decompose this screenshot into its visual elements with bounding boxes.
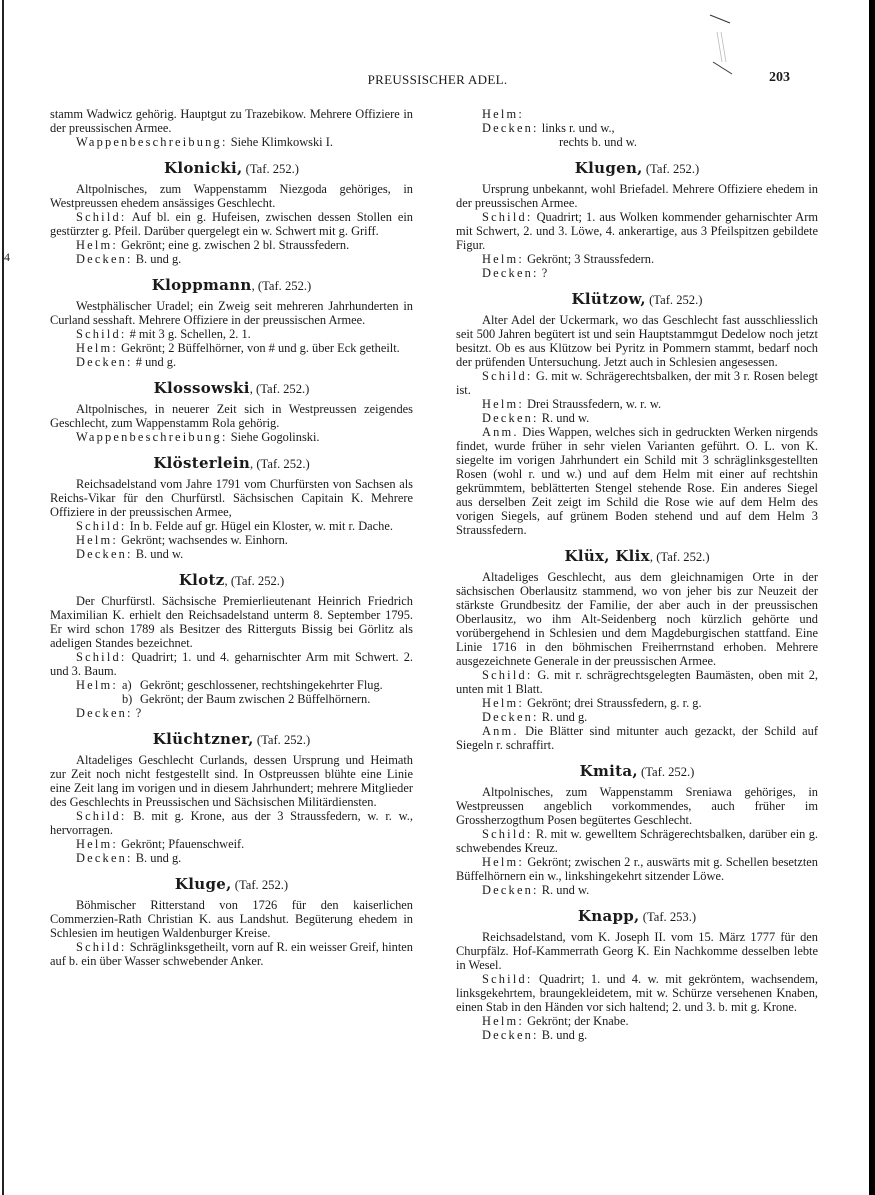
entry-description: Reichsadelstand vom Jahre 1791 vom Churfürsten von Sachsen als Reichs-Vikar für den Churfürstl. Sächsischen Capitain K. Mehrere Offiziere in der preussischen Armee, xyxy=(50,477,413,519)
entry-description: Altpolnisches, in neuerer Zeit sich in Westpreussen zeigendes Geschlecht, zum Wappenstamm Rola gehörig. xyxy=(50,402,413,430)
schild-line: Schild: Quadrirt; 1. und 4. w. mit gekröntem, wachsendem, linksgekehrtem, braungekleidetem, mit w. Schürze versehenen Knaben, einen Stab in den Händen vor sich haltend; 2. und 3. b. mit g. Krone. xyxy=(456,972,818,1014)
entry-description: Der Churfürstl. Sächsische Premierlieutenant Heinrich Friedrich Maximilian K. erhielt den Reichsadelstand unterm 8. September 1795. Er wird schon 1789 als Besitzer des Ritterguts Bissig bei Görlitz als adeligen Standes bezeichnet. xyxy=(50,594,413,650)
entry-description: Böhmischer Ritterstand von 1726 für den kaiserlichen Commerzien-Rath Christian K. aus Landshut. Begüterung ehedem in Schlesien im heutigen Waldenburger Kreise. xyxy=(50,898,413,940)
entry-description: Altpolnisches, zum Wappenstamm Niezgoda gehöriges, in Westpreussen ehedem ansässiges Geschlecht. xyxy=(50,182,413,210)
decken-line: Decken: ? xyxy=(482,266,548,280)
entry-title: Klugen, (Taf. 252.) xyxy=(574,159,700,177)
entry-kluechtzner xyxy=(50,732,413,865)
helm-line: Helm: Gekrönt; eine g. zwischen 2 bl. Straussfedern. xyxy=(76,238,350,252)
schild-line: Schild: Schräglinksgetheilt, vorn auf R. ein weisser Greif, hinten auf b. ein über Wasser schwebender Anker. xyxy=(50,940,413,968)
entry-description: Reichsadelstand, vom K. Joseph II. vom 15. März 1777 für den Churpfälz. Hof-Kammerrath Georg K. Ein Nachkomme desselben lebte in Wesel. xyxy=(456,930,818,972)
wappen-line: Wappenbeschreibung: Siehe Gogolinski. xyxy=(76,430,320,444)
entry-description: Altadeliges Geschlecht, aus dem gleichnamigen Orte in der sächsischen Oberlausitz stammend, wo von jeher bis zur Neuzeit der stärkste Grundbesitz der Familie, der aber auch in der preussischen Oberlausitz, wo ihm Alt-Seidenberg noch kürzlich gehörte und vorübergehend in Schlesien und dem Magdeburgischen stattfand. Eine Linie 1716 in den böhmischen Freiherrnstand erhoben. Mehrere ausgezeichnete Generale in der preussischen Armee. xyxy=(456,570,818,668)
decken-line: Decken: # und g. xyxy=(76,355,177,369)
entry-kluetzow xyxy=(456,292,818,537)
helm-line: Helm: Gekrönt; Pfauenschweif. xyxy=(76,837,245,851)
entry-title: Knapp, (Taf. 253.) xyxy=(577,907,697,925)
decken-line-cont: rechts b. und w. xyxy=(559,135,637,149)
entry-title: Klossowski, (Taf. 252.) xyxy=(153,379,310,397)
entry-title: Klösterlein, (Taf. 252.) xyxy=(153,454,310,472)
helm-line: Helm: Gekrönt; wachsendes w. Einhorn. xyxy=(76,533,288,547)
wappen-line: Wappenbeschreibung: Siehe Klimkowski I. xyxy=(76,135,333,149)
entry-description: Altpolnisches, zum Wappenstamm Sreniawa gehöriges, in Westpreussen angeblich vorkommendes, auch früher im Grossherzogthum Posen begütertes Geschlecht. xyxy=(456,785,818,827)
entry-kluex-klix xyxy=(456,549,818,752)
entry-description: Westphälischer Uradel; ein Zweig seit mehreren Jahrhunderten in Curland sesshaft. Mehrere Offiziere in der preussischen Armee. xyxy=(50,299,413,327)
helm-variant-b: b) Gekrönt; der Baum zwischen 2 Büffelhörnern. xyxy=(121,692,371,706)
helm-variant-a: a) Gekrönt; geschlossener, rechtshingekehrter Flug. xyxy=(121,678,383,692)
left-column xyxy=(50,107,413,968)
entry-title: Kluge, (Taf. 252.) xyxy=(174,875,289,893)
entry-title: Klüchtzner, (Taf. 252.) xyxy=(152,730,311,748)
entry-title: Klotz, (Taf. 252.) xyxy=(178,571,285,589)
entry-title: Kloppmann, (Taf. 252.) xyxy=(151,276,312,294)
continuation-text: stamm Wadwicz gehörig. Hauptgut zu Trazebikow. Mehrere Offiziere in der preussischen Armee. xyxy=(50,107,413,135)
entry-klotz xyxy=(50,573,413,720)
entry-kmita xyxy=(456,764,818,897)
entry-klossowski xyxy=(50,381,413,444)
decken-line: Decken: B. und g. xyxy=(482,1028,588,1042)
helm-line: Helm: Drei Straussfedern, w. r. w. xyxy=(482,397,662,411)
decken-line: Decken: ? xyxy=(76,706,142,720)
helm-line: Helm: Gekrönt; 2 Büffelhörner, von # und g. über Eck getheilt. xyxy=(76,341,400,355)
helm-line: Helm: Gekrönt; 3 Straussfedern. xyxy=(482,252,655,266)
schild-line: Schild: G. mit r. schrägrechtsgelegten Baumästen, oben mit 2, unten mit 1 Blatt. xyxy=(456,668,818,696)
decken-line: Decken: R. und w. xyxy=(482,883,590,897)
entry-klonicki xyxy=(50,161,413,266)
entry-title: Klonicki, (Taf. 252.) xyxy=(164,159,299,177)
right-column xyxy=(456,107,818,1042)
schild-line: Schild: Quadrirt; 1. aus Wolken kommender geharnischter Arm mit Schwert, 2. und 3. Löwe, 4. ankerartige, aus 3 Pfeilspitzen gebildete Figur. xyxy=(456,210,818,252)
pencil-mark-icon xyxy=(705,10,745,80)
decken-line: Decken: B. und g. xyxy=(76,851,182,865)
entry-title: Klützow, (Taf. 252.) xyxy=(571,290,703,308)
schild-line: Schild: G. mit w. Schrägerechtsbalken, der mit 3 r. Rosen belegt ist. xyxy=(456,369,818,397)
helm-line: Helm: Gekrönt; zwischen 2 r., auswärts mit g. Schellen besetzten Büffelhörnern ein w., linkshingekehrt sitzender Löwe. xyxy=(456,855,818,883)
entry-title: Klüx, Klix, (Taf. 252.) xyxy=(564,547,710,565)
entry-kloesterlein xyxy=(50,456,413,561)
anm-line: Anm. Die Blätter sind mitunter auch gezackt, der Schild auf Siegeln r. schraffirt. xyxy=(456,724,818,752)
decken-line: Decken: B. und w. xyxy=(76,547,184,561)
schild-line: Schild: B. mit g. Krone, aus der 3 Straussfedern, w. r. w., hervorragen. xyxy=(50,809,413,837)
running-title: PREUSSISCHER ADEL. xyxy=(367,72,508,87)
helm-line: Helm: Gekrönt; der Knabe. xyxy=(482,1014,629,1028)
decken-line: Decken: R. und w. xyxy=(482,411,590,425)
entry-description: Alter Adel der Uckermark, wo das Geschlecht fast ausschliesslich seit 500 Jahren begütert ist und sein Hauptstammgut Dedelow noch jetzt besitzt. Ob es aus Klützow bei Pyritz in Pommern stammt, bedarf noch der prüfenden Untersuchung. Jetzt auch in Schlesien angesessen. xyxy=(456,313,818,369)
schild-line: Schild: In b. Felde auf gr. Hügel ein Kloster, w. mit r. Dache. xyxy=(76,519,393,533)
margin-mark: 4 xyxy=(4,250,10,264)
scan-right-edge xyxy=(869,0,875,1195)
schild-line: Schild: Auf bl. ein g. Hufeisen, zwischen dessen Stollen ein gestürzter g. Pfeil. Darüber quergelegt ein w. Schwert mit g. Griff. xyxy=(50,210,413,238)
decken-line: Decken: B. und g. xyxy=(76,252,182,266)
decken-line: Decken: R. und g. xyxy=(482,710,588,724)
entry-kluge xyxy=(50,877,413,968)
schild-line: Schild: Quadrirt; 1. und 4. geharnischter Arm mit Schwert. 2. und 3. Baum. xyxy=(50,650,413,678)
entry-title: Kmita, (Taf. 252.) xyxy=(579,762,695,780)
entry-klugen xyxy=(456,161,818,280)
decken-line: Decken: links r. und w., xyxy=(482,121,615,135)
entry-description: Ursprung unbekannt, wohl Briefadel. Mehrere Offiziere ehedem in der preussischen Armee. xyxy=(456,182,818,210)
helm-line: Helm: Gekrönt; drei Straussfedern, g. r. g. xyxy=(482,696,702,710)
helm-line: Helm: a) Gekrönt; geschlossener, rechtshingekehrter Flug. b) Gekrönt; der Baum zwischen 2 Büffelhörnern. xyxy=(50,678,413,706)
entry-description: Altadeliges Geschlecht Curlands, dessen Ursprung und Heimath zur Zeit noch nicht festgestellt sind. In Ostpreussen blühte eine Linie eine Zeit lang im vorigen und in diesem Jahrhundert; mehrere Mitglieder des Geschlechts in Preussischen und Sächsischen Militärdiensten. xyxy=(50,753,413,809)
schild-line: Schild: # mit 3 g. Schellen, 2. 1. xyxy=(76,327,251,341)
anm-line: Anm. Dies Wappen, welches sich in gedruckten Werken nirgends findet, wurde früher in sehr vielen Varianten geführt. O. L. von K. siegelte im vorigen Jahrhundert ein Schild mit 3 schräglinksgestellten Rosen (wohl r. und w.) und auf dem Helm mit einer auf rechtshin gekrümmtem, beblätterten Stengel stehende Rose. Ein anderes Siegel aus derselben Zeit zeigt im Schild die Rose wie auf dem Helm des vorigen Siegels, auf grünem Boden stehend und auf dem Helm 3 Straussfedern. xyxy=(456,425,818,537)
helm-line: Helm: xyxy=(482,107,524,121)
page-number: 203 xyxy=(769,70,790,85)
entry-kloppmann xyxy=(50,278,413,369)
schild-line: Schild: R. mit w. gewelltem Schrägerechtsbalken, darüber ein g. schwebendes Kreuz. xyxy=(456,827,818,855)
entry-knapp xyxy=(456,909,818,1042)
page-left-edge xyxy=(2,0,4,1195)
